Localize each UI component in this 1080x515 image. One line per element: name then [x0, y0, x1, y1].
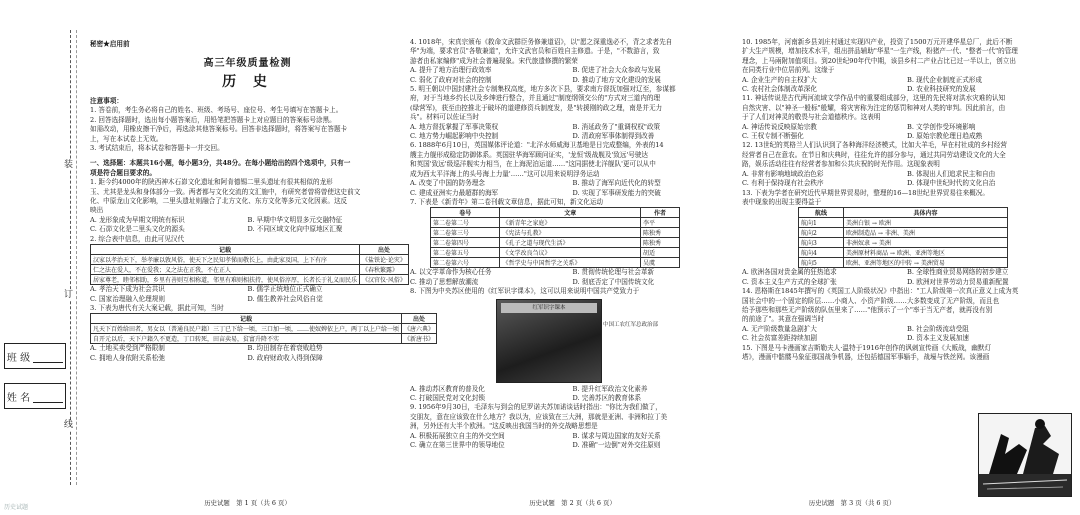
option[interactable]: C. 资本主义生产方式的全球扩张: [742, 277, 837, 286]
options: [742, 268, 1072, 287]
table-cell: 胡适: [641, 248, 680, 258]
option[interactable]: D. 资本主义发展加速: [907, 334, 969, 343]
option[interactable]: B. 谋求与周边国家的友好关系: [572, 431, 661, 440]
question-stem: 12. 13世纪的英格兰人们认识到了各种海洋经济模式，比如大羊毛，早在村社成的乡村经营: [742, 141, 1007, 150]
page-1: [90, 0, 435, 515]
option[interactable]: B. 提升红军政治文化素养: [572, 384, 648, 393]
section-heading: 一、选择题：本题共16小题，每小题3分，共48分。在每小题给出的四个选项中，只有一: [90, 159, 351, 168]
table-cell: 自开元以后，天下户籍久不更造，丁口转死，田亩卖易，贫富升降不实: [91, 334, 402, 344]
question-stem: 于了人们对神灵的敬畏与社会道德秩序。这表明: [742, 113, 881, 122]
table-row: [431, 248, 680, 258]
table-cell: 吴虞: [641, 258, 680, 268]
question-stem: 华"为端，要求官员"各敬兼道"，允许文武官员和百姓自主修遗。于是，"不数游言，致: [410, 47, 660, 56]
option[interactable]: B. 早期中华文明显多元交融特征: [247, 215, 343, 224]
option[interactable]: A. 企业生产的自主权扩大: [742, 75, 817, 84]
table-cell: 《文学改良刍议》: [500, 248, 641, 258]
notes-line: 上，写在本试卷上无效。: [90, 134, 163, 143]
table-cell: 欧洲制造品 → 非洲、美洲: [844, 228, 1008, 238]
options: [90, 344, 405, 363]
table-header: 作者: [641, 208, 680, 218]
table-cell: 《春秋繁露》: [360, 265, 409, 275]
table-cell: 汉家以孝治天下，举孝廉以敦风俗，使天下之民知孝悌而敬长上，由此家及国，上下有序: [91, 255, 360, 265]
options: [410, 432, 735, 451]
q7-table: [430, 207, 680, 268]
option[interactable]: A. 积极拓展独立自主的外交空间: [410, 431, 505, 440]
option[interactable]: C. 有利于保持现有社会秩序: [742, 179, 824, 188]
option[interactable]: D. 体现中世纪时代的文化自治: [907, 179, 996, 188]
option[interactable]: B. 社会阶级流动受阻: [907, 324, 969, 333]
table-row: [799, 228, 1008, 238]
q2-table: [90, 244, 409, 285]
table-header: 具体内容: [844, 208, 1008, 218]
question-stem: 9. 1956年9月30日，毛泽东与到会的尼罗诺夫苏加诺谈话时指出："你比为我们做了，: [410, 403, 662, 412]
option[interactable]: B. 全球性商业贸易网络的初步建立: [907, 268, 1009, 277]
question-stem: 府，对于当地乡约长以及乡绅进行整合，并且通过"制度纲领交公的"方式对三道内的理: [410, 94, 661, 103]
option[interactable]: D. 完善苏区的教育体系: [572, 393, 642, 402]
option[interactable]: A. 非常有影响地域政治色彩: [742, 169, 824, 178]
option[interactable]: A. 推动苏区教育的普及化: [410, 384, 485, 393]
page-footer: 历史试题 第 3 页（共 6 页）: [808, 499, 896, 507]
option[interactable]: B. 文学创作受环境影响: [907, 122, 976, 131]
table-cell: 仁之法在爱人，不在爱我；义之法在正我，不在正人: [91, 265, 360, 275]
options: [90, 285, 405, 304]
table-header: 卷号: [431, 208, 500, 218]
table-cell: 《哲学史与中国哲学之关系》: [500, 258, 641, 268]
question-stem: 塔》，漫画中骷髅马象征那国战争机器，还包括德国军事辎手，战壕与铁丝网。该漫画: [742, 352, 990, 361]
table-row: [91, 324, 437, 334]
option[interactable]: C. 推动了思想解放潮流: [410, 277, 479, 286]
options: [742, 325, 1072, 344]
option[interactable]: C. 石峁文化是二里头文化的源头: [90, 225, 185, 234]
question-stem: 表中现象的出现主要得益于: [742, 197, 822, 206]
option[interactable]: D. 欧洲对世界劳动力贸易重新配置: [907, 277, 1009, 286]
table-header: 航线: [799, 208, 844, 218]
question-stem: 洲，另外还有大半个欧洲。"这反映出我国当时的外交战略思想是: [410, 422, 598, 431]
question-stem: 理念，上马兩附加值项目。到20世纪90年代中期，该县乡村二产业占比已过一半以上，创立出: [742, 56, 1016, 65]
notes-heading: 注意事项：: [90, 97, 123, 105]
poster-caption: 中国工农红军总政治部: [603, 321, 659, 328]
question-stem: 6. 1888年6月10日，英国媒体评论道："北洋水师威海卫基地是日完成整编，外表的14: [410, 141, 664, 150]
seal-word: 订: [64, 290, 74, 300]
option[interactable]: D. 彻底否定了中国传统文化: [572, 277, 655, 286]
question-stem: 5. 明王朝以中国封建社会专制集权高度，地方多次下县，要求南方督抚加强对辽至，参谋都: [410, 85, 676, 94]
table-cell: 居家尊老，睦邻相助，乡里有善则互相称道，邻里有难则相扶持，使风俗淳厚，长者长于礼义而民乐: [91, 275, 360, 285]
literacy-textbook-image: [496, 299, 659, 383]
question-stem: 和英国'致远'级巡洋舰实力相当，在上海泥泊运道……"这同据使北洋舰队'更可以从中: [410, 160, 656, 169]
option[interactable]: A. 提升了地方治理行政效率: [410, 66, 492, 75]
question-stem: 化、中原龙山文化影响，二里头遗址则融合了北方文化、东方文化等多元文化因素。这反: [90, 197, 348, 206]
question-stem: 11. 神话传说是古代两河流域文学作品中的重要组成部分，这里的先民将对洪水灾难的认知: [742, 94, 1006, 103]
section-heading: 项是符合题目要求的。: [90, 168, 156, 177]
table-cell: 陈独秀: [641, 238, 680, 248]
option[interactable]: D. 政府财政收入得到保障: [247, 353, 323, 362]
table-row: [431, 228, 680, 238]
option[interactable]: B. 儒学正统地位正式确立: [247, 285, 323, 294]
table-cell: 第二卷第二号: [431, 218, 500, 228]
table-row: [91, 334, 437, 344]
exam-subject: 历 史: [222, 74, 273, 90]
question-stem: 13. 下表为学者在研究近代早期世界贸易时，整理的16—18世纪世界贸易往来概况。: [742, 188, 989, 197]
option[interactable]: B. 推动了海军向近代化的转型: [572, 179, 661, 188]
table-cell: 欧洲、亚洲等地区的中转 → 美洲贸易: [844, 258, 1008, 268]
table-row: [91, 275, 409, 285]
table-cell: 航向4: [799, 248, 844, 258]
table-cell: 《新唐书》: [402, 334, 437, 344]
question-stem: 自然灾害、以"神圣一般标"般耀，将灾害称为注定的惩罚和神对人类的审判。因此前言，由: [742, 103, 1006, 112]
table-row: [431, 238, 680, 248]
table-row: [431, 218, 680, 228]
question-stem: (绿营军)，获至由控推北于破坏的道建修资兵制度发，是"转援刚的政之理，南是并无力: [410, 103, 663, 112]
class-field[interactable]: [4, 343, 66, 369]
table-cell: 《汉官仪·风俗》: [360, 275, 409, 285]
option[interactable]: B. 均田制存在着衰败趋势: [247, 344, 323, 353]
option[interactable]: A. 孝治天下成为社会共识: [90, 285, 165, 294]
question-stem: 7. 下表是《新青年》第二卷刊载文章信息，据此可知，新文化运动: [410, 197, 604, 206]
option[interactable]: D. 不同区域文化向中原地区汇聚: [247, 225, 343, 234]
option[interactable]: C. 弱化了政府对社会的控制: [410, 75, 492, 84]
options: [90, 216, 405, 235]
options: [742, 123, 1072, 142]
name-field[interactable]: [4, 383, 66, 409]
table-header: 出处: [402, 314, 437, 324]
table-row: [431, 258, 680, 268]
table-row: [799, 238, 1008, 248]
cut-line: [70, 30, 71, 485]
war-cartoon-image: [978, 413, 1072, 497]
name-label: 姓 名: [6, 392, 31, 404]
table-header: 记载: [91, 245, 360, 255]
table-cell: 美洲原材料商品 → 欧洲、亚洲等地区: [844, 248, 1008, 258]
seal-word: 线: [64, 420, 74, 430]
options: [742, 170, 1072, 189]
question-stem: 1. 距今约4000年的陕西神木石峁文化遗址和阿肯德锡二里头遗址有很其相似的龙形: [90, 178, 333, 187]
notes-line: 3. 考试结束后，将本试卷和答题卡一并交回。: [90, 144, 224, 153]
question-stem: 扩大生产规模，增加技术水平，组出拼品辅助"华星"一生产线，粉猪产一代、"整者一代"的管理: [742, 47, 1018, 56]
poster-title: 红军识字课本: [501, 303, 597, 313]
q13-table: [798, 207, 1008, 268]
binding-margin: [0, 0, 88, 515]
page-footer: 历史试题 第 2 页（共 6 页）: [529, 499, 616, 507]
option[interactable]: C. 地方势力崛起影响中央控制: [410, 132, 499, 141]
question-stem: 3. 下表为唐代有关大案记载，据此可知，当时: [90, 303, 224, 312]
table-cell: 航向3: [799, 238, 844, 248]
option[interactable]: D. 准确"一边倒"对外交往原则: [572, 440, 661, 449]
cartoon-drawing: [979, 414, 1071, 496]
option[interactable]: C. 农村社会体制改革深化: [742, 85, 817, 94]
option[interactable]: A. 改变了中国的防务理念: [410, 179, 485, 188]
option[interactable]: B. 体现出人们追求民主和自由: [907, 169, 996, 178]
option[interactable]: B. 消延政务了"重调权权"政策: [572, 122, 661, 131]
secret-label: 秘密★启用前: [90, 40, 130, 48]
option[interactable]: B. 贯彻传统伦理与社会革新: [572, 268, 655, 277]
table-row: [91, 265, 409, 275]
option[interactable]: C. 国家治理融入伦理规则: [90, 294, 165, 303]
question-stem: 兵"。材料可以佐证当时: [410, 113, 479, 122]
table-cell: 第二卷第三号: [431, 228, 500, 238]
table-row: [799, 258, 1008, 268]
table-cell: 美洲白银 → 欧洲: [844, 218, 1008, 228]
question-stem: 14. 恩格斯在1845年撰写的《英国工人阶级状况》中指出："工人阶级第一次真正意义上成为英: [742, 287, 1019, 296]
table-cell: 非洲奴隶 → 美洲: [844, 238, 1008, 248]
question-stem: 玉、尤其是龙头和身体部分一致。两者都与文化交流的文汇施中，有研究者曾将曾使这史前文: [90, 187, 361, 196]
table-cell: 航向5: [799, 258, 844, 268]
table-cell: 陈独秀: [641, 228, 680, 238]
question-stem: 4. 1018年，宋真宗颁布《救命文武群臣务修兼道诏》，以"愿之深重逸必不，背之求者先自: [410, 38, 673, 46]
question-stem: 在同类行业中位居前列。这缘于: [742, 66, 835, 75]
table-header: 出处: [360, 245, 409, 255]
table-cell: 第二卷第四号: [431, 238, 500, 248]
question-stem: 2. 综合表中信息，由此可见汉代: [90, 234, 185, 243]
table-cell: 第二卷第六号: [431, 258, 500, 268]
table-cell: 航向2: [799, 228, 844, 238]
table-cell: 《宪法与孔教》: [500, 228, 641, 238]
notes-line: 1. 答卷前，考生务必将自己的姓名、班级、考场号、座位号、考生号填写在答题卡上。: [90, 106, 343, 115]
option[interactable]: C. 拥地人身依附关系松弛: [90, 353, 165, 362]
option[interactable]: A. 无产阶级数量急剧扩大: [742, 324, 817, 333]
question-stem: 的前途了"。其意在强调当时: [742, 315, 825, 324]
option[interactable]: D. 实现了军事研发能力的突破: [572, 188, 661, 197]
table-cell: 《盐铁论·论灾》: [360, 255, 409, 265]
table-cell: 航向1: [799, 218, 844, 228]
question-stem: 游者由私家编修"成为社会普遍现象。宋代旅遗修撰的繁荣: [410, 56, 578, 65]
options: [410, 385, 735, 404]
table-cell: 第二卷第五号: [431, 248, 500, 258]
option[interactable]: C. 建成亚洲实力最超群的海军: [410, 188, 499, 197]
options: [742, 76, 1072, 95]
question-stem: 8. 下图为中央苏区使用的《红军识字课本》，这可以用来说明中国共产党致力于: [410, 287, 640, 296]
option[interactable]: A. 土地买卖受到严格限制: [90, 344, 165, 353]
question-stem: 给予那些和那些无产阶级的队伍里来了……"他预示了一个"率于当无产者，就再没有别: [742, 305, 993, 314]
option[interactable]: A. 龙形象成为早期文明统有标识: [90, 215, 185, 224]
seal-word: 装: [64, 160, 74, 170]
table-cell: 李平: [641, 218, 680, 228]
page-footer: 历史试题 第 1 页（共 6 页）: [204, 499, 291, 507]
option[interactable]: D. 推动了地方文化建设的发展: [572, 75, 661, 84]
q3-table: [90, 313, 437, 344]
option[interactable]: D. 原始宗教伦理日趋成熟: [907, 132, 983, 141]
question-stem: 国社会中的一个固定的阶层……小商人、小资产阶级……大多数变成了无产阶级，而且也: [742, 296, 1000, 305]
option[interactable]: B. 现代企业制度正式形成: [907, 75, 982, 84]
class-label: 班 级: [6, 352, 31, 364]
table-row: [91, 255, 409, 265]
table-header: 文章: [500, 208, 641, 218]
exam-title: 高三年级质量检测: [203, 58, 292, 69]
option[interactable]: A. 欧洲各国对贵金属的狂热追求: [742, 268, 837, 277]
table-cell: 《新青年之家庭》: [500, 218, 641, 228]
question-stem: 经营者自己在意农。在节日和庆典时，往往允许的部分参与，通过共同劳动建设文化的大全: [742, 150, 1006, 159]
table-cell: 《孔子之道与现代生活》: [500, 238, 641, 248]
cut-line-inner: [76, 30, 77, 485]
options: [410, 66, 735, 85]
question-stem: 交朋友，意在应该致在什么地方？我以为，应该致在三大洲，那就是亚洲、非洲和拉丁美: [410, 412, 668, 421]
option[interactable]: D. 儒生教养社会风俗自觉: [247, 294, 323, 303]
option[interactable]: C. 确立在第三世界中的领导地位: [410, 440, 505, 449]
question-stem: 15. 下图是马卡漫画家吉斯勒夫人·温特于1916年创作的讽刺宣传画《大贩战，幽默灯: [742, 343, 992, 352]
question-stem: 成为西太平洋海上的头号海上力量'……"这可以用来说明浮务运动: [410, 169, 600, 178]
table-header: 记载: [91, 314, 402, 324]
question-stem: 艘主力舰形成稳定防御体系。英国驻华海军顾问证实，'龙恒'级战舰及'致远'号驶达: [410, 150, 649, 159]
option[interactable]: A. 以文学革命作为核心任务: [410, 268, 492, 277]
table-row: [799, 218, 1008, 228]
question-stem: 映出: [90, 206, 104, 215]
option[interactable]: C. 社会贫富差距持续加剧: [742, 334, 817, 343]
option[interactable]: A. 神话传说反映原始宗教: [742, 122, 817, 131]
options: [410, 123, 735, 142]
option[interactable]: D. 农业科技研究的发展: [907, 85, 976, 94]
options: [410, 179, 735, 198]
option[interactable]: B. 促进了社会大众参政与发展: [572, 66, 661, 75]
question-stem: 10. 1985年，河南新乡县刘庄村通过实现四产业，投资了1500万元开建华星总厂，此后不断: [742, 38, 1013, 46]
options: [410, 268, 735, 287]
page-2: [410, 0, 735, 515]
option[interactable]: C. 打破国民党对文化封锁: [410, 393, 485, 402]
notes-line: 如需改动，用橡皮擦干净后，再选涂其他答案标号。回答非选择题时，将答案写在答题卡: [90, 125, 348, 134]
option[interactable]: C. 王权专制不断强化: [742, 132, 804, 141]
table-cell: 凡天下百姓给田者，男女以（普通良民户籍）三丁已下给一顷，三口加一顷，……使奴婢依上户，两丁以上户给一顷: [91, 324, 402, 334]
question-stem: 路，娱乐活动往往有经营者参加和公共庆祝的时光作用。这现象表明: [742, 160, 940, 169]
notes-line: 2. 回答选择题时，选出每小题答案后，用铅笔把答题卡上对应题目的答案标号涂黑。: [90, 115, 336, 124]
watermark: 历史试题: [4, 504, 29, 511]
table-cell: 《唐六典》: [402, 324, 437, 334]
option[interactable]: A. 地方督抚掌握了军事决策权: [410, 122, 499, 131]
option[interactable]: D. 清政府军事体制得到改善: [572, 132, 655, 141]
table-row: [799, 248, 1008, 258]
